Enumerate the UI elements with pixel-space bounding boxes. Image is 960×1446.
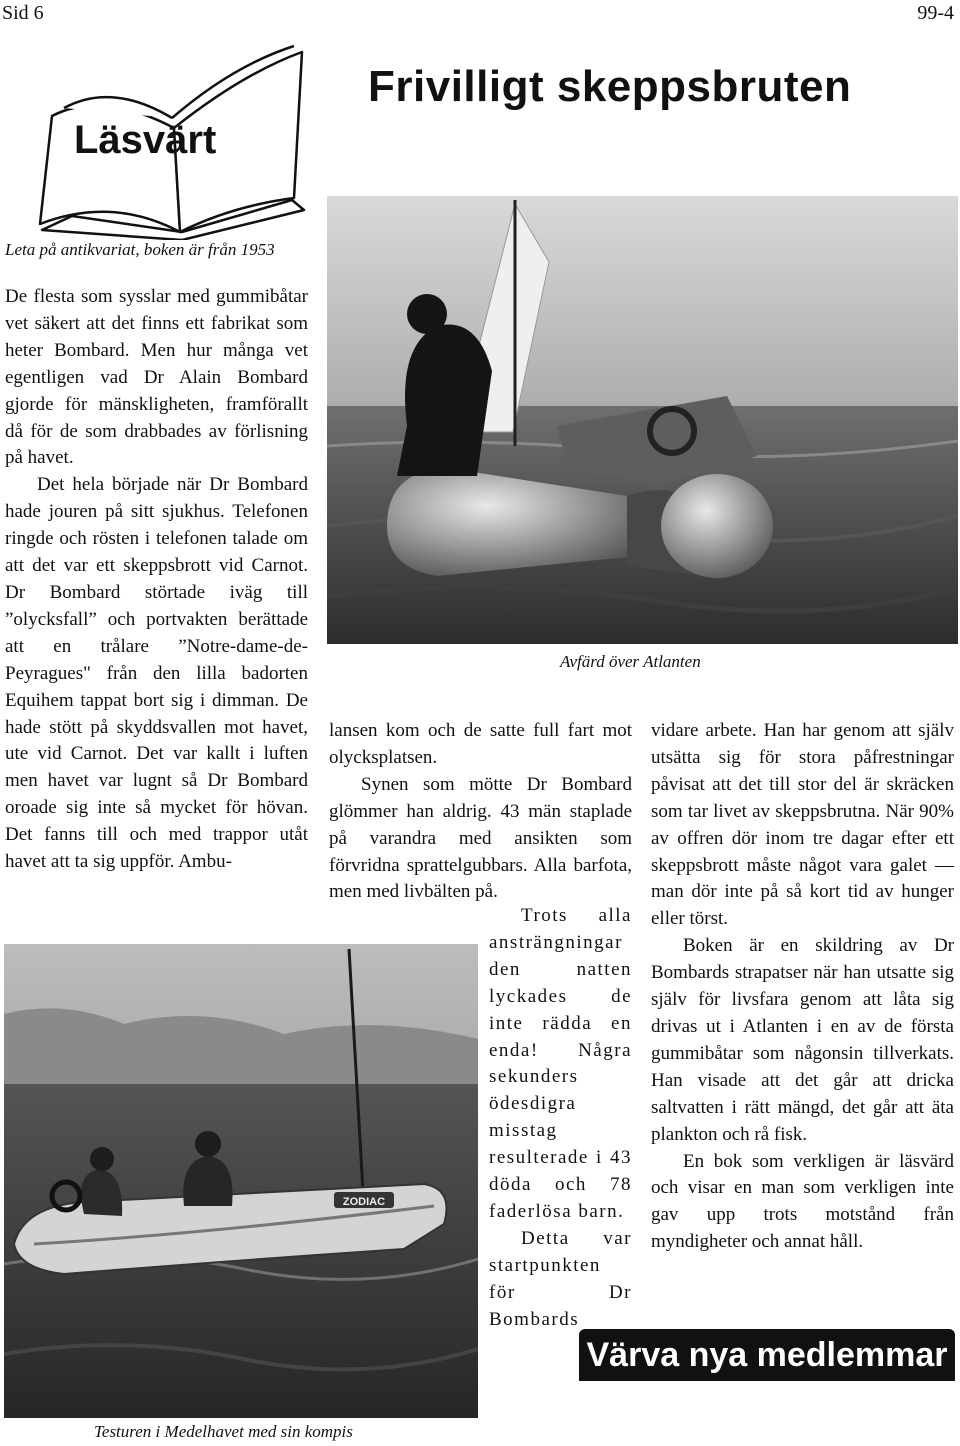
article-paragraph: vidare arbete. Han har genom att själv utsätta sig för stora påfrestningar påvisat att det till stor del är skräcken som tar livet av skeppsbrutna. När 90% av offren dör inom tre dagar efter ett skeppsbrott måste något vara galet — man dör inte på så kort tid av hunger eller törst. (651, 720, 954, 930)
article-paragraph: En bok som verkligen är läsvärd och visar en man som verkligen inte gav upp trots motstånd från myndigheter och annat håll. (651, 1150, 954, 1253)
subtitle: Leta på antikvariat, boken är från 1953 (5, 240, 275, 259)
article-paragraph: Boken är en skildring av Dr Bombards strapatser när han utsatte sig själv för livsfara genom att låta sig drivas ut i Atlanten i en av de första gummibåtar som någonsin tillverkats. Han visade att det går att dricka saltvatten i rätt mängd, det går att äta plankton och rå fisk. (651, 935, 954, 1145)
article-paragraph: lansen kom och de satte full fart mot olycksplatsen. (329, 720, 632, 768)
page-number: Sid 6 (2, 2, 44, 24)
photo-raft-atlantic (327, 196, 958, 644)
article-paragraph: Detta var startpunkten för Dr Bombards (489, 1227, 632, 1330)
article-column-2 (329, 718, 632, 906)
article-column-2-narrow (489, 903, 632, 1334)
article-paragraph: Trots alla ansträngningar den natten lyckades de inte rädda en enda! Några sekunders ödesdigra misstag resulterade i 43 döda och 78 faderlösa barn. (489, 905, 632, 1222)
issue-number: 99-4 (917, 2, 954, 24)
photo-caption-top: Avfärd över Atlanten (560, 652, 701, 671)
recruit-members-banner: Värva nya medlemmar (579, 1329, 955, 1381)
photo-mediterranean-test (4, 944, 478, 1418)
headline: Frivilligt skeppsbruten (368, 62, 852, 111)
article-paragraph: Synen som mötte Dr Bombard glömmer han aldrig. 43 män staplade på varandra med ansikten som förvridna sprattelgubbars. Alla barfota, men med livbälten på. (329, 773, 632, 903)
boat-brand-label: ZODIAC (342, 1196, 386, 1208)
photo-caption-bottom: Testuren i Medelhavet med sin kompis (94, 1422, 353, 1441)
article-paragraph: De flesta som sysslar med gummibåtar vet säkert att det finns ett fabrikat som heter Bombard. Men hur många vet egentligen vad Dr Alain Bombard gjorde för mänskligheten, framförallt då för de som drabbades av förlisning på havet. (5, 286, 308, 469)
article-column-3 (651, 718, 954, 1256)
article-paragraph: Det hela började när Dr Bombard hade jouren på sitt sjukhus. Telefonen ringde och rösten i telefonen talade om att det var ett skeppsbrott vid Carnot. Dr Bombard störtade iväg till ”olycksfall” och portvakten berättade att en trålare ”Notre-dame-de- Peyragues" från den lilla badorten Equihem tappat bort sig i dimman. De hade stött på skyddsvallen mot havet, ute vid Carnot. Det var kallt i luften men havet var lugnt så Dr Bombard oroade sig inte så mycket för hövan. Det fanns till och med trappor utåt havet att ta sig uppför. Ambu- (5, 474, 308, 873)
section-label: Läsvärt (74, 118, 217, 162)
article-column-1 (5, 284, 308, 876)
